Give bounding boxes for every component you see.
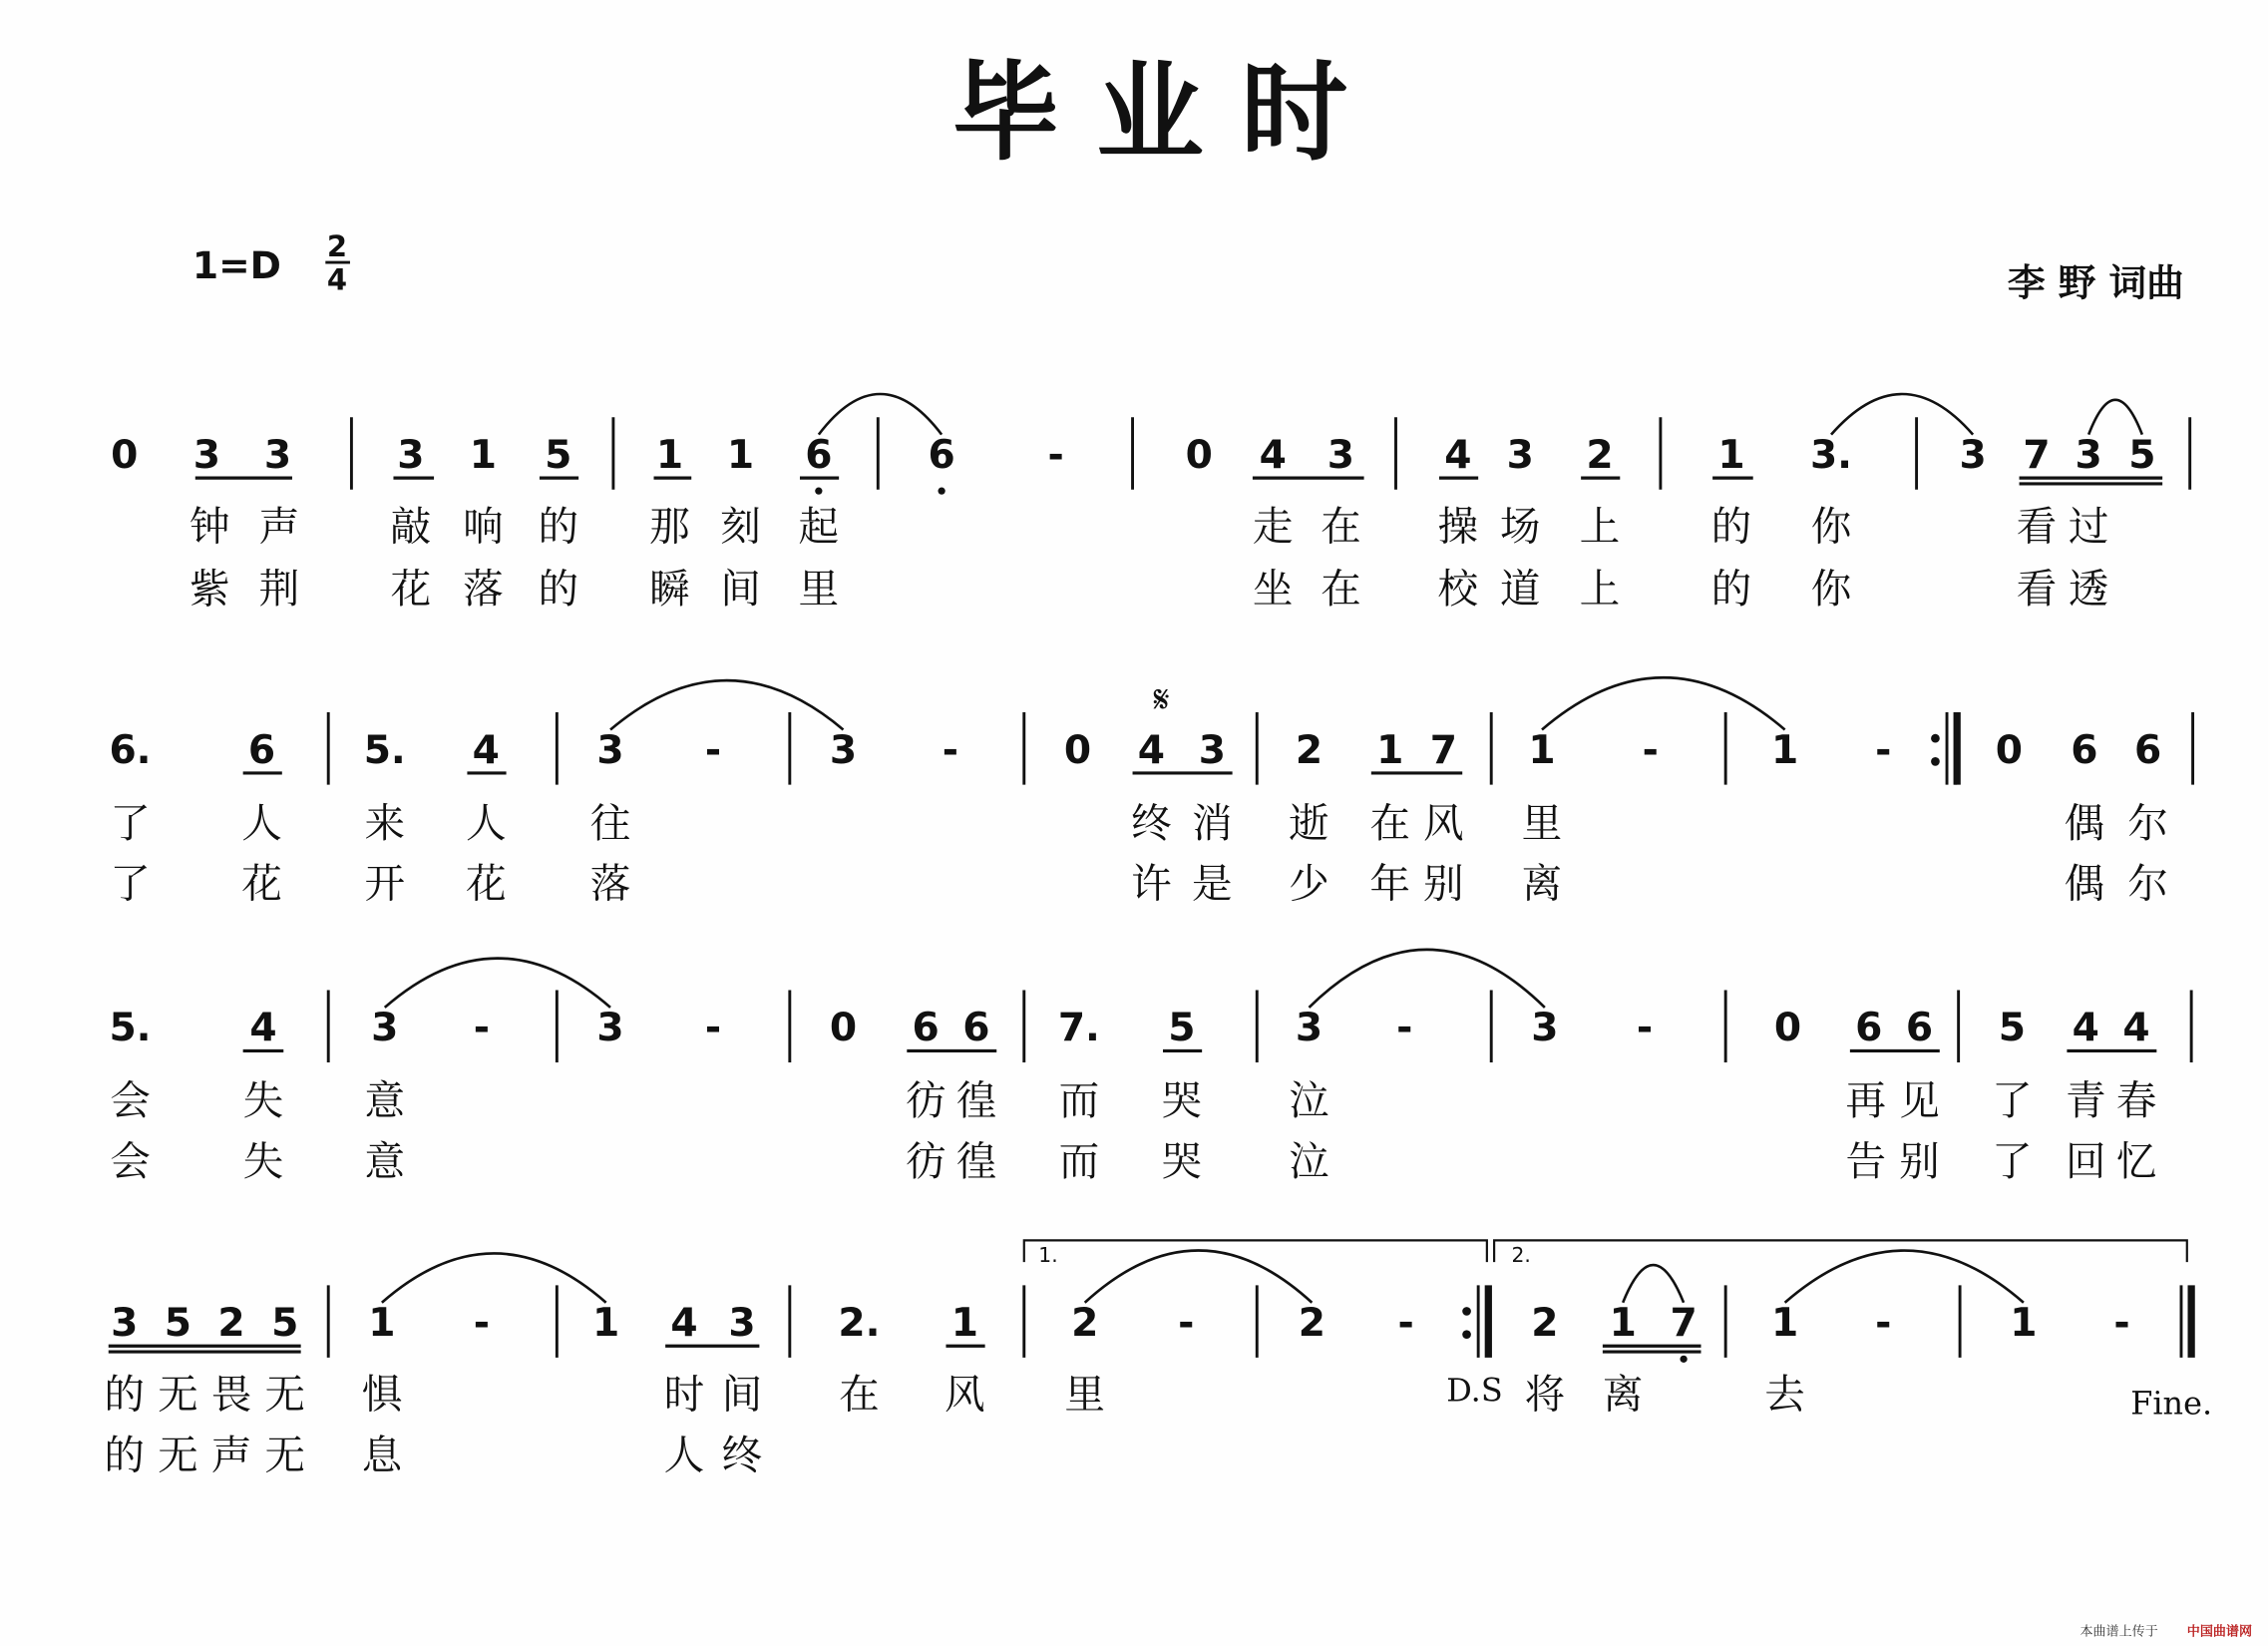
note: 5. — [109, 1006, 152, 1051]
lyric-verse-2: 别 — [1899, 1137, 1940, 1186]
note: 2 — [217, 1301, 245, 1347]
lyric-verse-1: 的 — [104, 1370, 146, 1419]
lyric-verse-2: 看 — [2016, 564, 2058, 613]
lyric-verse-2: 透 — [2068, 564, 2109, 613]
note: 3 — [397, 432, 425, 478]
lyric-verse-2: 忆 — [2115, 1137, 2157, 1186]
note: 3 — [1326, 432, 1355, 478]
lyric-verse-2: 道 — [1499, 564, 1541, 613]
note: - — [1636, 1006, 1654, 1051]
octave-dot-below — [938, 488, 945, 495]
slur — [1831, 394, 1973, 435]
lyric-verse-2: 在 — [1321, 564, 1361, 613]
lyric-verse-1: 惧 — [361, 1370, 403, 1419]
note: 4 — [670, 1301, 698, 1347]
note: 3 — [111, 1301, 139, 1347]
lyric-verse-2: 你 — [1810, 564, 1852, 613]
note: - — [1875, 727, 1892, 773]
note: 6 — [912, 1006, 940, 1051]
slur — [1623, 1265, 1684, 1303]
lyric-verse-1: 将 — [1524, 1370, 1566, 1419]
lyric-verse-1: 了 — [1992, 1076, 2033, 1125]
lyric-verse-1: 而 — [1058, 1076, 1100, 1125]
note: 5 — [1168, 1006, 1196, 1051]
lyric-verse-2: 回 — [2065, 1137, 2106, 1186]
lyric-verse-1: 那 — [649, 502, 690, 551]
lyric-verse-2: 校 — [1437, 564, 1479, 613]
slur — [2088, 400, 2142, 435]
note: 1 — [469, 432, 498, 478]
note: 0 — [1185, 432, 1213, 478]
note: 5 — [271, 1301, 299, 1347]
note: 0 — [1063, 727, 1092, 773]
lyric-verse-1: 人 — [241, 798, 282, 847]
slur — [1309, 950, 1544, 1008]
lyric-verse-1: 里 — [1064, 1370, 1105, 1419]
note: - — [2113, 1301, 2130, 1347]
lyric-verse-2: 无 — [264, 1431, 306, 1479]
note: 2. — [838, 1301, 881, 1347]
note: 6 — [962, 1006, 990, 1051]
note: 5. — [363, 727, 406, 773]
lyric-verse-1: 消 — [1192, 798, 1233, 847]
footer-uploaded: 本曲谱上传于 — [2079, 1624, 2158, 1640]
note: 6 — [928, 432, 955, 478]
lyric-verse-1: 畏 — [210, 1370, 252, 1419]
note: 4 — [1137, 727, 1166, 773]
lyric-verse-2: 里 — [798, 564, 840, 613]
note: - — [1396, 1006, 1413, 1051]
lyric-verse-1: 起 — [798, 502, 840, 551]
note: 6 — [1905, 1006, 1934, 1051]
note: 3 — [2075, 432, 2102, 478]
lyric-verse-1: 徨 — [955, 1076, 997, 1125]
note: 5 — [164, 1301, 191, 1347]
note: 6 — [2071, 727, 2098, 773]
note: 2 — [1298, 1301, 1325, 1347]
lyric-verse-1: 的 — [1710, 502, 1752, 551]
lyric-verse-2: 哭 — [1161, 1137, 1203, 1186]
note: 1 — [592, 1301, 620, 1347]
slur — [1085, 1251, 1313, 1303]
volta-1-label: 1. — [1038, 1243, 1058, 1268]
lyric-verse-2: 的 — [1710, 564, 1752, 613]
note: 3 — [1295, 1006, 1323, 1051]
note: 1 — [2010, 1301, 2038, 1347]
lyric-verse-1: 的 — [538, 502, 579, 551]
note: - — [473, 1301, 491, 1347]
lyric-verse-2: 别 — [1423, 859, 1464, 908]
note: 4 — [249, 1006, 277, 1051]
time-signature-bottom: 4 — [326, 262, 348, 297]
lyric-verse-2: 年 — [1369, 859, 1410, 908]
time-signature-top: 2 — [326, 229, 348, 264]
note: 3 — [596, 727, 624, 773]
volta-2-label: 2. — [1511, 1243, 1531, 1268]
lyric-verse-2: 花 — [241, 859, 282, 908]
note: 1 — [1609, 1301, 1637, 1347]
note: 0 — [111, 432, 139, 478]
note: 5 — [545, 432, 572, 478]
lyric-verse-1: 逝 — [1289, 798, 1329, 847]
note: 1 — [950, 1301, 978, 1347]
note: 1 — [368, 1301, 396, 1347]
note: 0 — [1995, 727, 2024, 773]
lyric-verse-1: 再 — [1845, 1076, 1887, 1125]
note: 2 — [1531, 1301, 1559, 1347]
note: 7 — [2023, 432, 2051, 478]
note: 3. — [1809, 432, 1853, 478]
lyric-verse-2: 无 — [158, 1431, 198, 1479]
lyric-verse-1: 上 — [1579, 502, 1621, 551]
ds-marker: D.S — [1446, 1371, 1503, 1410]
lyric-verse-2: 间 — [720, 564, 761, 613]
lyric-verse-1: 离 — [1602, 1370, 1644, 1419]
lyric-verse-2: 离 — [1521, 859, 1563, 908]
note: 4 — [1444, 432, 1472, 478]
lyric-verse-1: 你 — [1810, 502, 1852, 551]
lyric-verse-2: 是 — [1192, 859, 1233, 908]
lyric-verse-1: 响 — [463, 502, 504, 551]
lyric-verse-2: 会 — [110, 1137, 151, 1186]
lyric-verse-2: 坐 — [1252, 564, 1294, 613]
lyric-verse-1: 意 — [364, 1076, 406, 1125]
lyric-verse-1: 在 — [1321, 502, 1361, 551]
note: 1 — [1376, 727, 1404, 773]
lyric-verse-2: 偶 — [2064, 859, 2105, 908]
song-title: 毕 业 时 — [951, 49, 1348, 176]
note: 3 — [1959, 432, 1987, 478]
note: - — [473, 1006, 491, 1051]
slur — [1785, 1251, 2024, 1303]
music-layer — [104, 394, 2192, 1479]
lyric-verse-1: 间 — [721, 1370, 763, 1419]
lyric-verse-2: 告 — [1845, 1137, 1887, 1186]
lyric-verse-2: 而 — [1058, 1137, 1100, 1186]
lyric-verse-2: 许 — [1131, 859, 1172, 908]
lyric-verse-1: 风 — [1423, 798, 1464, 847]
lyric-verse-2: 的 — [538, 564, 579, 613]
lyric-verse-1: 往 — [589, 798, 631, 847]
octave-dot-below — [815, 488, 822, 495]
lyric-verse-2: 落 — [589, 859, 631, 908]
staff-row-2 — [109, 677, 2192, 907]
note: 1 — [1528, 727, 1556, 773]
lyric-verse-1: 刻 — [720, 502, 761, 551]
note: 1 — [1770, 1301, 1799, 1347]
lyric-verse-1: 钟 — [189, 502, 230, 551]
note: - — [1397, 1301, 1414, 1347]
note: - — [704, 727, 722, 773]
lyric-verse-2: 落 — [463, 564, 504, 613]
note: 6 — [1855, 1006, 1883, 1051]
lyric-verse-1: 了 — [110, 798, 151, 847]
lyric-verse-1: 过 — [2068, 502, 2109, 551]
note: - — [942, 727, 958, 773]
note: 3 — [263, 432, 292, 478]
note: 6 — [247, 727, 276, 773]
note: - — [1875, 1301, 1892, 1347]
lyric-verse-1: 声 — [258, 502, 300, 551]
octave-dot-below — [1680, 1356, 1687, 1363]
lyric-verse-1: 看 — [2016, 502, 2058, 551]
note: 4 — [2122, 1006, 2150, 1051]
lyric-verse-1: 尔 — [2127, 798, 2168, 847]
slur — [382, 1253, 606, 1302]
lyric-verse-1: 无 — [158, 1370, 198, 1419]
lyric-verse-2: 上 — [1579, 564, 1621, 613]
lyric-verse-2: 开 — [364, 859, 406, 908]
note: 6. — [109, 727, 152, 773]
lyric-verse-1: 时 — [663, 1370, 705, 1419]
note: - — [1047, 432, 1064, 478]
repeat-dot — [1931, 734, 1940, 743]
note: 3 — [596, 1006, 624, 1051]
lyric-verse-2: 声 — [210, 1431, 252, 1479]
note: 1 — [726, 432, 755, 478]
note: 3 — [1198, 727, 1226, 773]
lyric-verse-1: 在 — [1369, 798, 1410, 847]
lyric-verse-1: 人 — [465, 798, 507, 847]
lyric-verse-2: 花 — [390, 564, 432, 613]
lyric-verse-1: 风 — [945, 1370, 985, 1419]
lyric-verse-1: 失 — [242, 1076, 284, 1125]
lyric-verse-2: 少 — [1289, 859, 1329, 908]
slur — [819, 394, 942, 435]
lyric-verse-1: 场 — [1499, 502, 1541, 551]
lyric-verse-1: 终 — [1131, 798, 1172, 847]
lyric-verse-1: 敲 — [390, 502, 432, 551]
lyric-verse-2: 失 — [242, 1137, 284, 1186]
note: 4 — [1259, 432, 1287, 478]
repeat-dot — [1462, 1307, 1471, 1316]
lyric-verse-2: 紫 — [189, 564, 230, 613]
lyric-verse-2: 的 — [104, 1431, 146, 1479]
lyric-verse-2: 息 — [361, 1431, 403, 1479]
note: 4 — [472, 727, 500, 773]
note: 3 — [728, 1301, 756, 1347]
slur — [610, 680, 843, 729]
lyric-verse-1: 会 — [110, 1076, 151, 1125]
note: 2 — [1295, 727, 1323, 773]
lyric-verse-1: 来 — [364, 798, 406, 847]
note: 4 — [2072, 1006, 2099, 1051]
note: 0 — [1773, 1006, 1802, 1051]
note: 3 — [1531, 1006, 1559, 1051]
repeat-dot — [1931, 757, 1940, 766]
note: 3 — [829, 727, 858, 773]
lyric-verse-1: 操 — [1437, 502, 1479, 551]
lyric-verse-2: 花 — [465, 859, 507, 908]
lyric-verse-2: 瞬 — [649, 564, 690, 613]
note: 1 — [655, 432, 684, 478]
lyric-verse-2: 徨 — [955, 1137, 997, 1186]
note: 6 — [2134, 727, 2162, 773]
staff-row-4 — [104, 1251, 2129, 1479]
note: 7 — [1429, 727, 1457, 773]
staff-row-1 — [111, 394, 2190, 613]
lyric-verse-1: 青 — [2065, 1076, 2106, 1125]
key-signature: 1=D — [191, 242, 281, 287]
note: 3 — [371, 1006, 399, 1051]
lyric-verse-1: 偶 — [2064, 798, 2105, 847]
lyric-verse-2: 荆 — [258, 564, 300, 613]
volta-bracket-2 — [1494, 1240, 2187, 1267]
lyric-verse-2: 彷 — [905, 1137, 946, 1186]
note: 1 — [1717, 432, 1745, 478]
note: 3 — [1506, 432, 1534, 478]
note: 2 — [1071, 1301, 1099, 1347]
note: 6 — [805, 432, 833, 478]
note: 0 — [829, 1006, 858, 1051]
lyric-verse-2: 终 — [721, 1431, 763, 1479]
note: - — [1642, 727, 1659, 773]
lyric-verse-1: 春 — [2115, 1076, 2157, 1125]
segno-sign: 𝄋 — [1153, 677, 1170, 722]
lyric-verse-1: 见 — [1899, 1076, 1940, 1125]
note: 5 — [1998, 1006, 2026, 1051]
lyric-verse-2: 泣 — [1289, 1137, 1329, 1186]
note: 7 — [1670, 1301, 1698, 1347]
note: 2 — [1586, 432, 1614, 478]
note: - — [1178, 1301, 1195, 1347]
lyric-verse-1: 去 — [1764, 1370, 1805, 1419]
lyric-verse-2: 了 — [1992, 1137, 2033, 1186]
lyric-verse-1: 在 — [839, 1370, 880, 1419]
slur — [385, 959, 610, 1008]
lyric-verse-1: 泣 — [1289, 1076, 1329, 1125]
lyric-verse-1: 走 — [1252, 502, 1294, 551]
lyric-verse-2: 尔 — [2127, 859, 2168, 908]
lyric-verse-2: 了 — [110, 859, 151, 908]
footer-site: 中国曲谱网 — [2186, 1624, 2253, 1640]
lyric-verse-1: 哭 — [1161, 1076, 1203, 1125]
lyric-verse-1: 彷 — [905, 1076, 946, 1125]
note: 7. — [1057, 1006, 1100, 1051]
note: - — [704, 1006, 722, 1051]
staff-row-3 — [109, 950, 2191, 1185]
lyric-verse-1: 里 — [1521, 798, 1563, 847]
lyric-verse-2: 人 — [663, 1431, 705, 1479]
lyric-verse-2: 意 — [364, 1137, 406, 1186]
note: 3 — [192, 432, 221, 478]
note: 5 — [2128, 432, 2156, 478]
repeat-dot — [1462, 1330, 1471, 1339]
composer-credit: 李 野 词曲 — [2007, 260, 2184, 305]
note: 1 — [1770, 727, 1799, 773]
fine-marker: Fine. — [2130, 1384, 2213, 1423]
slur — [1542, 677, 1785, 729]
lyric-verse-1: 无 — [264, 1370, 306, 1419]
